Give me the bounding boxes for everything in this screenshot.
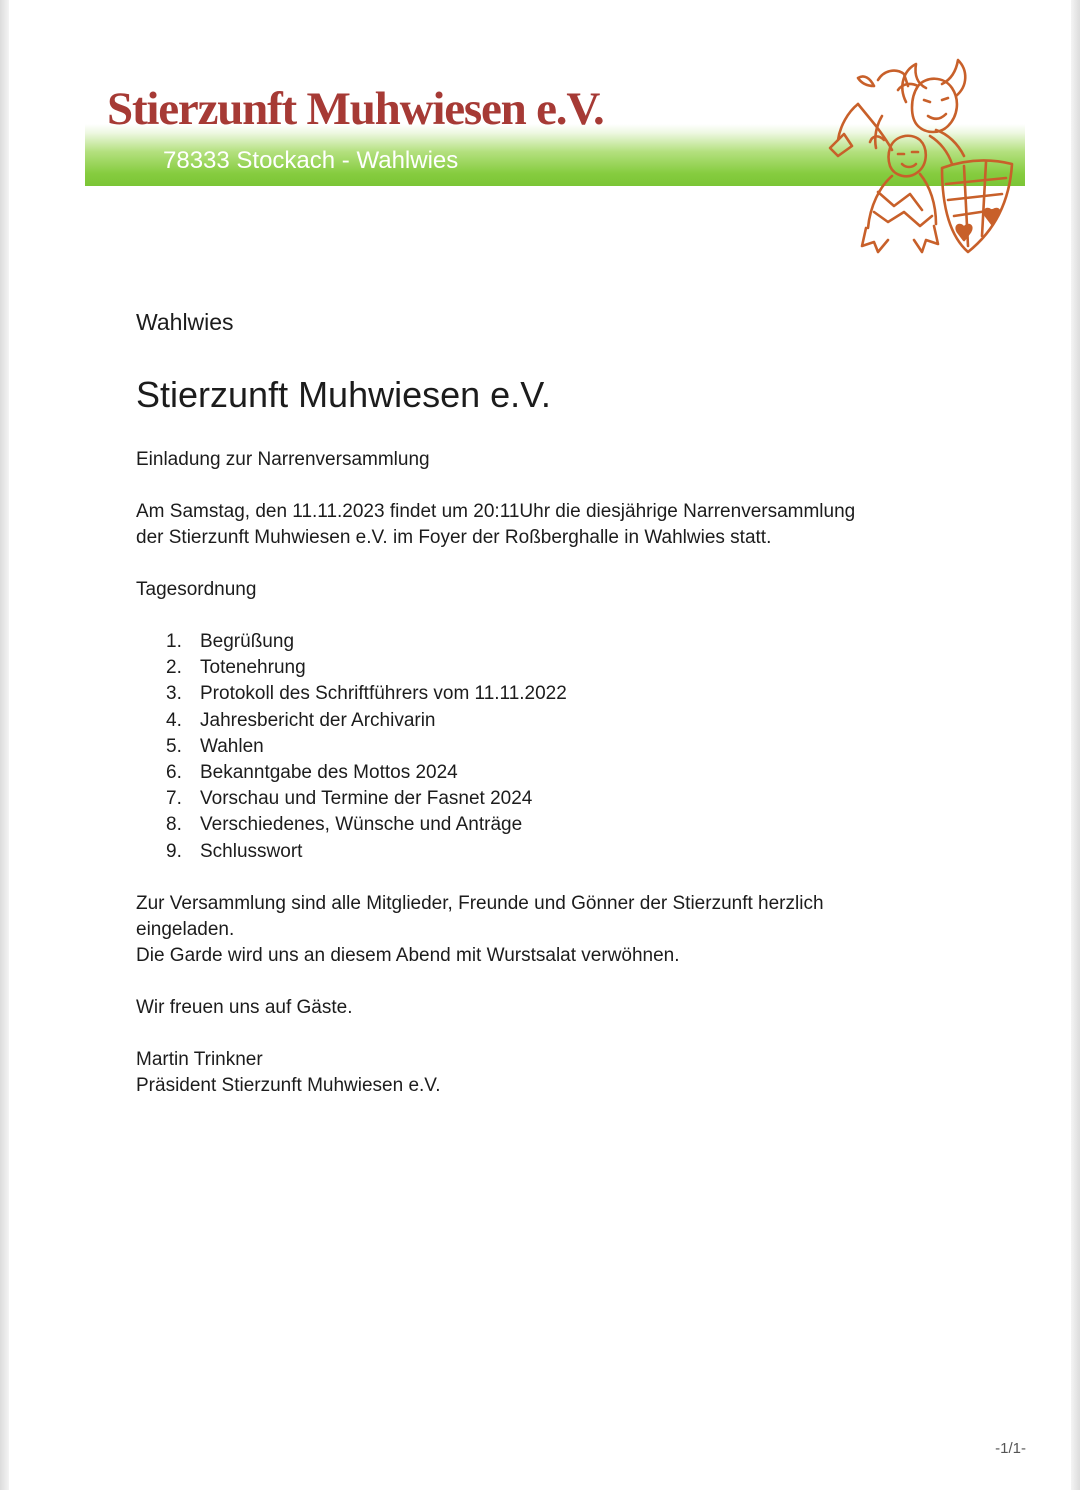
jester-coat-of-arms-icon (818, 56, 1024, 264)
closing-line: Zur Versammlung sind alle Mitglieder, Freunde und Gönner der Stierzunft herzlich (136, 892, 824, 914)
agenda-item-text: Wahlen (200, 735, 264, 757)
letterhead-title: Stierzunft Muhwiesen e.V. (107, 83, 604, 135)
signer-name: Martin Trinkner (136, 1048, 263, 1070)
letter-place: Wahlwies (136, 309, 234, 335)
agenda-item (136, 812, 936, 838)
agenda-item-number: 1. (166, 631, 182, 652)
agenda-item-number: 8. (166, 814, 182, 836)
agenda-item (136, 760, 936, 786)
agenda-item (136, 839, 936, 865)
agenda-item-number: 2. (166, 657, 182, 679)
letter-body (136, 306, 936, 1099)
invitation-title: Einladung zur Narrenversammlung (136, 449, 430, 470)
signature-block (136, 1047, 936, 1099)
agenda-item (136, 734, 936, 760)
agenda-item-text: Jahresbericht der Archivarin (200, 709, 436, 731)
agenda-item-text: Schlusswort (200, 840, 303, 862)
agenda-item-text: Begrüßung (200, 631, 295, 652)
letterhead-subtitle: 78333 Stockach - Wahlwies (163, 147, 459, 174)
agenda-item (136, 655, 936, 681)
agenda-item (136, 708, 936, 734)
agenda-item-number: 5. (166, 735, 182, 757)
closing-line: Die Garde wird uns an diesem Abend mit Wurstsalat verwöhnen. (136, 944, 680, 966)
agenda-item-text: Protokoll des Schriftführers vom 11.11.2022 (200, 683, 567, 705)
agenda-item-number: 4. (166, 709, 182, 731)
intro-paragraph (136, 499, 936, 551)
page-number: -1/1- (995, 1440, 1026, 1457)
thanks-line: Wir freuen uns auf Gäste. (136, 996, 353, 1018)
page-edge-left (0, 0, 9, 1490)
letter-heading: Stierzunft Muhwiesen e.V. (136, 374, 551, 415)
agenda-item-number: 6. (166, 761, 182, 783)
agenda-item (136, 786, 936, 812)
agenda-title: Tagesordnung (136, 579, 257, 600)
agenda-item-number: 3. (166, 683, 182, 705)
agenda-item (136, 629, 936, 655)
agenda-item-text: Verschiedenes, Wünsche und Anträge (200, 814, 523, 836)
page-edge-right (1071, 0, 1080, 1490)
intro-line: der Stierzunft Muhwiesen e.V. im Foyer der Roßberghalle in Wahlwies statt. (136, 527, 772, 548)
closing-paragraph (136, 891, 936, 969)
agenda-item-text: Totenehrung (200, 657, 306, 679)
closing-line: eingeladen. (136, 918, 235, 940)
agenda-list (136, 629, 936, 865)
agenda-item-number: 7. (166, 788, 182, 810)
signer-role: Präsident Stierzunft Muhwiesen e.V. (136, 1074, 441, 1096)
agenda-item-text: Vorschau und Termine der Fasnet 2024 (200, 788, 533, 810)
intro-line: Am Samstag, den 11.11.2023 findet um 20:11Uhr die diesjährige Narrenversammlung (136, 501, 856, 522)
agenda-item-text: Bekanntgabe des Mottos 2024 (200, 761, 458, 783)
agenda-item-number: 9. (166, 840, 182, 862)
agenda-item (136, 681, 936, 707)
